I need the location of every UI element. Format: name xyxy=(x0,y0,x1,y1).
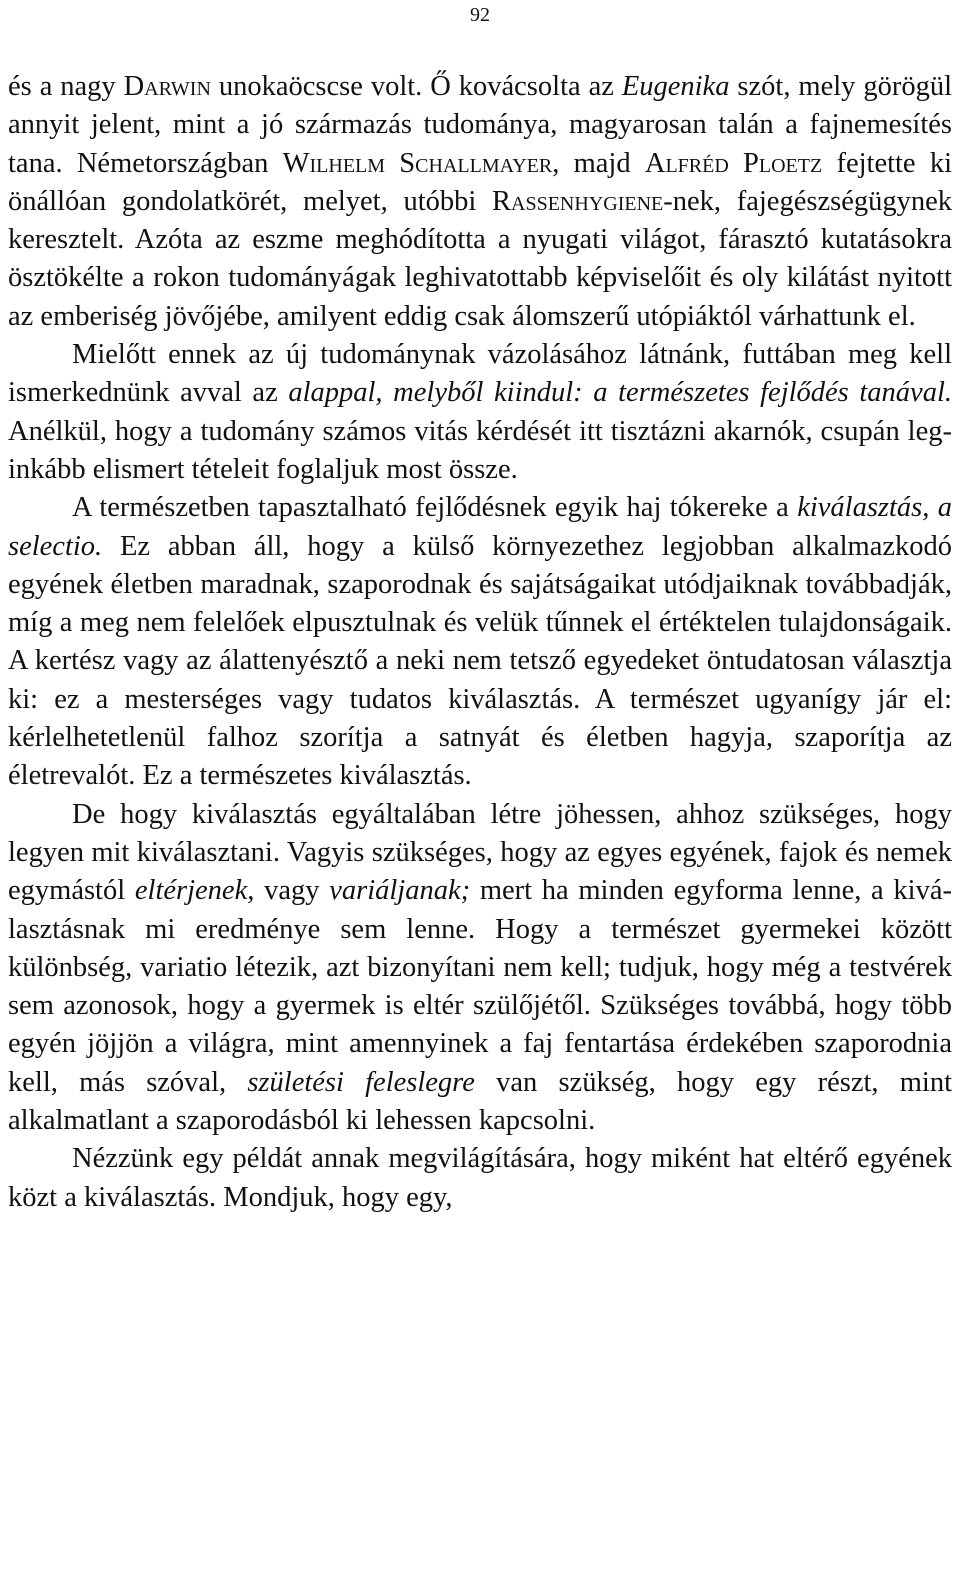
paragraph-3 xyxy=(8,489,952,795)
emphasized-phrase: kiválasztás, a selectio. xyxy=(8,492,952,562)
text-run: vagy xyxy=(254,875,330,907)
text-run: De hogy kiválasztás egyáltalában létre jöhessen, ahhoz szükséges, hogy legyen mit kiválasztani. Vagyis szükséges, hogy az egyes egyének, fajok és nemek egymástól xyxy=(8,798,952,907)
paragraph-1 xyxy=(8,68,952,336)
text-run: Ez abban áll, hogy a külső környezethez legjobban alkalmazkodó egyének életben maradnak, szaporodnak és sajátságaikat utódjaiknak továbbadják, míg a meg nem felelőek elpusztulnak és velük tűnnek el értéktelen tulajdonságaik. A kertész vagy az álattenyésztő a neki nem tetsző egyedeket öntudatosan választja ki: ez a mesterséges vagy tudatos kiválasztás. A természet ugyanígy jár el: kérlelhetetlenül falhoz szorítja a satnyát és életben hagyja, szaporítja az életrevalót. Ez a természetes kiválasztás. xyxy=(8,530,952,792)
text-run: Nézzünk egy példát annak megvilágítására, hogy miként hat eltérő egyének közt a kiválasztás. Mondjuk, hogy egy, xyxy=(8,1143,952,1213)
text-run: szót, mely görögül annyit jelent, mint a jó származás tudománya, magyarosan talán a fajnemesítés tana. Németországban xyxy=(8,71,952,179)
foreign-term: Rassenhygiene xyxy=(492,185,664,217)
person-name: Wilhelm Schallmayer xyxy=(282,147,553,179)
paragraph-5 xyxy=(8,1140,952,1217)
text-run: fejtette ki önállóan gondolatkörét, melyet, utóbbi xyxy=(8,147,952,217)
page-body xyxy=(8,68,952,1217)
person-name: Alfréd Ploetz xyxy=(644,147,823,179)
text-run: Mielőtt ennek az új tudománynak vázolásához látnánk, futtában meg kell ismerkednünk avval az xyxy=(8,339,952,409)
page-number: 92 xyxy=(470,4,490,26)
text-run: van szükség, hogy egy részt, mint alkalmatlant a szaporodásból ki lehessen kapcsolni. xyxy=(8,1066,952,1137)
emphasized-term: eltérjenek, xyxy=(134,875,255,907)
text-run: és a nagy xyxy=(8,71,124,102)
emphasized-phrase: alappal, melyből kiindul: a természetes fejlődés tanával. xyxy=(288,377,953,409)
paragraph-2 xyxy=(8,336,952,489)
text-run: mert ha minden egyforma lenne, a kiválasztásnak mi eredménye sem lenne. Hogy a természet gyermekei között különbség, variatio létezik, azt bizonyítani nem kell; tudjuk, hogy még a testvérek sem azonosok, hogy a gyermek is eltér szülőjétől. Szükséges továbbá, hogy több egyén jöjjön a világra, mint amennyinek a faj fentartása érdekében szaporodnia kell, más szóval, xyxy=(8,875,952,1098)
emphasized-term: születési feleslegre xyxy=(247,1066,475,1098)
text-run: unokaöcscse volt. Ő kovácsolta az xyxy=(210,71,622,102)
text-run: -nek, fajegészségügynek keresztelt. Azóta az eszme meghódította a nyugati világot, fárasztó kutatásokra ösztökélte a rokon tudományágak leghivatottabb képviselőit és oly kilátást nyitott az emberiség jövőjébe, amilyent eddig csak álomszerű utópiáktól várhattunk el. xyxy=(8,185,952,332)
text-run: A természetben tapasztalható fejlődésnek egyik haj tókereke a xyxy=(72,492,798,524)
paragraph-4 xyxy=(8,796,952,1141)
emphasized-term: Eugenika xyxy=(621,71,730,102)
person-name: Darwin xyxy=(123,71,211,102)
emphasized-term: variáljanak; xyxy=(329,875,471,907)
text-run: Anélkül, hogy a tudomány számos vitás kérdését itt tisztázni akarnók, csupán leginkább elismert tételeit foglaljuk most össze. xyxy=(8,415,952,485)
text-run: , majd xyxy=(552,147,645,179)
